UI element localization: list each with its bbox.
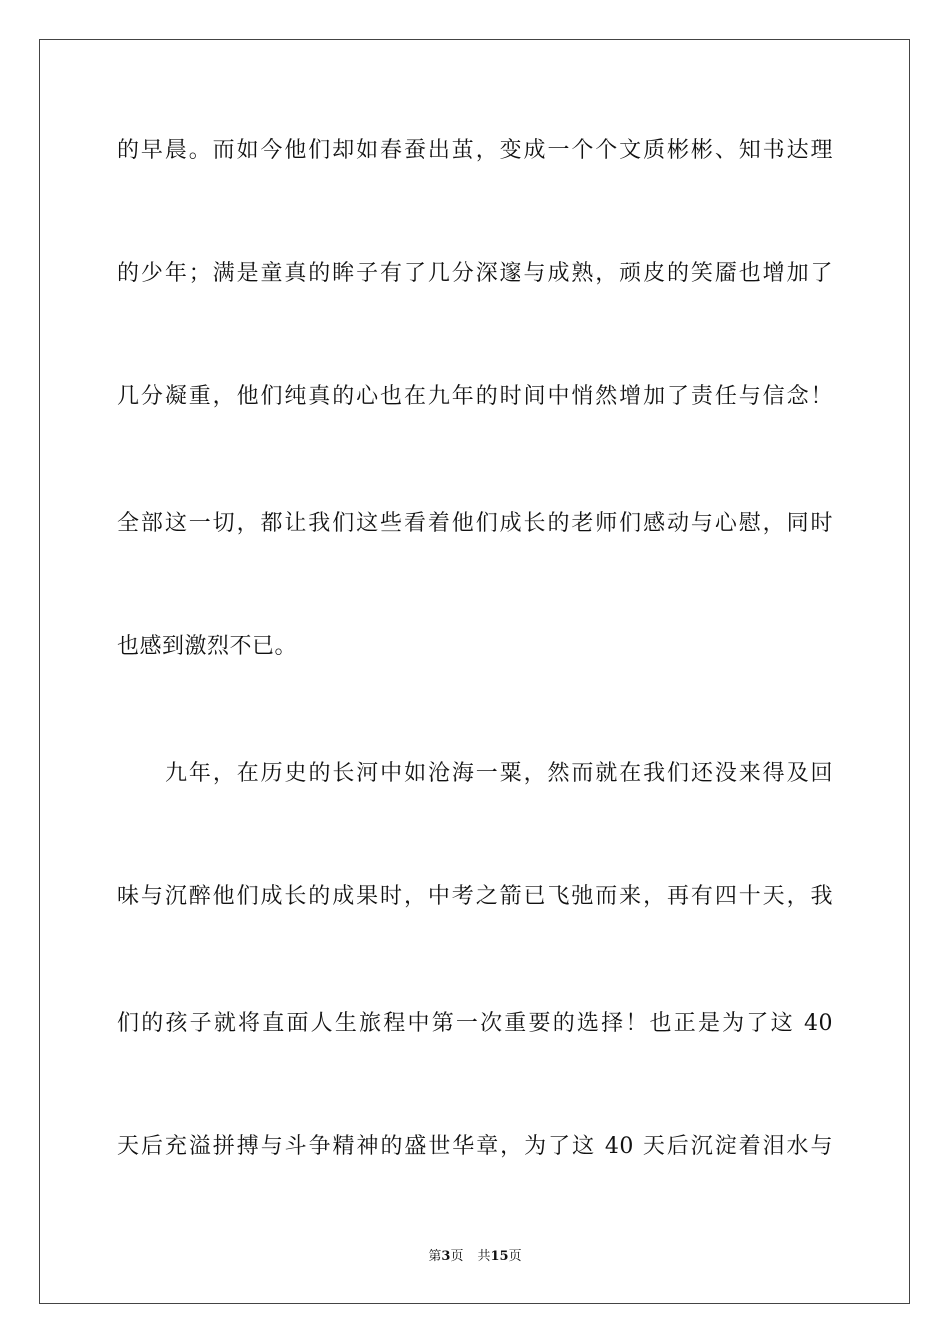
page-suffix: 页: [450, 1249, 464, 1264]
page-border: [39, 39, 910, 1304]
text-line-7: 味与沉醉他们成长的成果时，中考之箭已飞弛而来，再有四十天，我: [117, 884, 833, 909]
total-pages: 15: [490, 1249, 509, 1264]
text-line-5: 也感到激烈不已。: [117, 634, 298, 659]
text-line-1: 的早晨。而如今他们却如春蚕出茧，变成一个个文质彬彬、知书达理: [117, 138, 833, 163]
text-line-3: 几分凝重，他们纯真的心也在九年的时间中悄然增加了责任与信念！: [117, 384, 833, 409]
total-prefix: 共: [477, 1249, 491, 1264]
text-line-2: 的少年；满是童真的眸子有了几分深邃与成熟，顽皮的笑靥也增加了: [117, 261, 833, 286]
text-line-4: 全部这一切，都让我们这些看着他们成长的老师们感动与心慰，同时: [117, 511, 833, 536]
page-footer: [0, 1248, 950, 1266]
text-line-6: 九年，在历史的长河中如沧海一粟，然而就在我们还没来得及回: [165, 761, 833, 786]
total-suffix: 页: [508, 1249, 522, 1264]
text-line-8: 们的孩子就将直面人生旅程中第一次重要的选择！也正是为了这 40: [117, 1011, 833, 1036]
page-number: 3: [441, 1249, 451, 1264]
text-line-9: 天后充溢拼搏与斗争精神的盛世华章，为了这 40 天后沉淀着泪水与: [117, 1134, 833, 1159]
page-prefix: 第: [428, 1249, 442, 1264]
